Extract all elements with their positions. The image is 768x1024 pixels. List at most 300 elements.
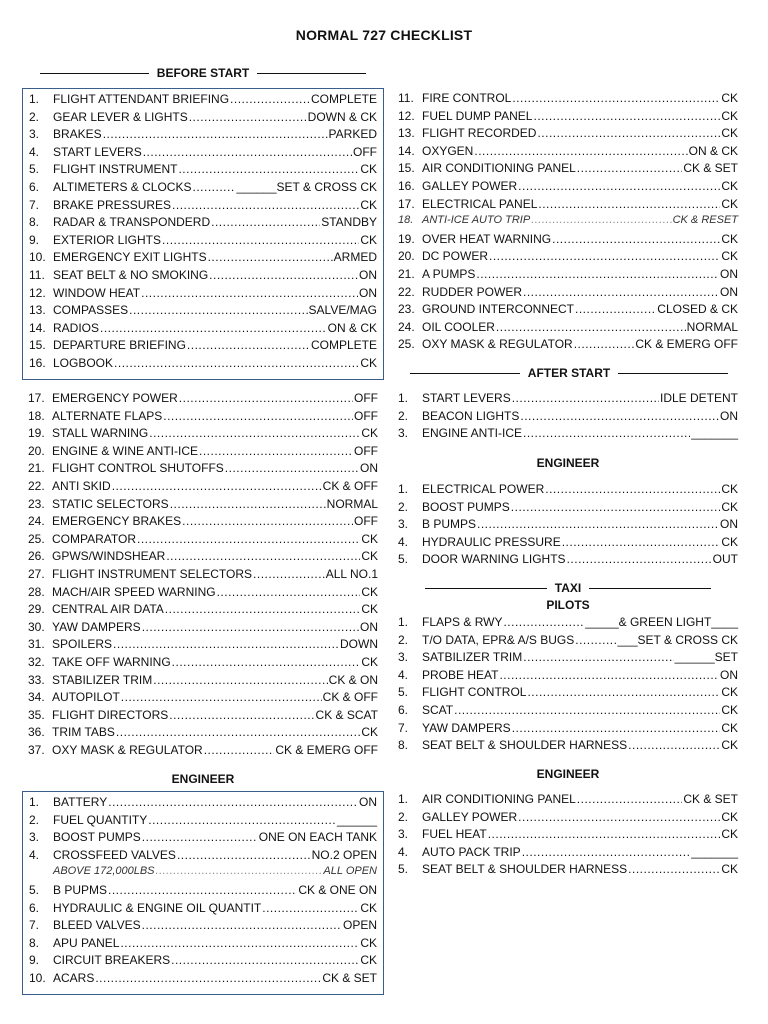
checklist-item (29, 198, 377, 216)
item-value: _____& GREEN LIGHT____ (585, 615, 738, 629)
leader-dots (523, 285, 719, 299)
item-value: CK (721, 108, 738, 123)
taxi-pilots-list (392, 615, 744, 756)
item-name: TAKE OFF WARNING (52, 654, 171, 669)
item-value: COMPLETE (310, 92, 377, 106)
item-value: ON (720, 266, 738, 281)
checklist-item (29, 162, 377, 180)
item-name: AIR CONDITIONING PANEL (422, 161, 576, 176)
item-name: SEAT BELT & SHOULDER HARNESS (422, 738, 628, 753)
item-name: GALLEY POWER (422, 809, 518, 824)
leader-dots (211, 215, 320, 229)
item-value: CK & EMERG OFF (275, 742, 378, 757)
item-value: NORMAL (686, 319, 738, 334)
item-number: 2. (398, 809, 409, 824)
item-value: CLOSED & CK (657, 302, 738, 317)
item-value: CK (360, 197, 377, 212)
item-name: OVER HEAT WARNING (422, 231, 552, 246)
checklist-item (29, 795, 377, 813)
item-number: 2. (29, 109, 40, 124)
checklist-item (29, 303, 377, 321)
item-value: CK & SET (322, 970, 377, 985)
before-start-continued-list (22, 391, 384, 760)
checklist-item (28, 426, 378, 444)
item-number: 6. (29, 179, 40, 194)
item-value: OUT (712, 552, 738, 567)
item-value: DOWN (340, 637, 378, 652)
item-name: COMPASSES (53, 303, 129, 318)
item-number: 7. (398, 720, 409, 735)
item-value: STANDBY (321, 215, 377, 230)
item-value: OFF (354, 408, 378, 423)
item-value: ON (359, 795, 377, 809)
item-number: 2. (398, 408, 409, 423)
item-number: 18. (28, 408, 45, 423)
checklist-item (398, 685, 738, 703)
item-name: AIR CONDITIONING PANEL (422, 792, 576, 806)
leader-dots (262, 901, 359, 915)
leader-dots (577, 792, 683, 806)
checklist-item (398, 109, 738, 127)
item-value: ON (359, 267, 377, 282)
item-name: STATIC SELECTORS (52, 496, 169, 511)
checklist-item (29, 233, 377, 251)
item-value: CK (361, 531, 378, 546)
item-value: ON & CK (688, 143, 738, 158)
item-number: 34. (28, 690, 45, 705)
item-value: CK (721, 499, 738, 514)
checklist-item (29, 110, 377, 128)
item-number: 15. (398, 161, 415, 176)
item-number: 36. (28, 725, 45, 740)
item-name: TRIM TABS (52, 725, 115, 740)
item-name: FUEL HEAT (422, 827, 487, 842)
item-value: CK (361, 654, 378, 669)
item-value: PARKED (328, 127, 377, 142)
item-value: COMPLETE (310, 338, 377, 353)
checklist-item (398, 426, 738, 444)
item-name: START LEVERS (422, 391, 511, 405)
leader-dots (499, 668, 719, 682)
item-name: SCAT (422, 702, 454, 717)
item-value: ON (720, 284, 738, 299)
item-number: 15. (29, 338, 46, 353)
leader-dots (95, 971, 321, 985)
checklist-item (398, 482, 738, 500)
item-number: 30. (28, 619, 45, 634)
item-value: _______ (691, 426, 738, 441)
item-value: SALVE/MAG (308, 303, 377, 318)
item-number: 19. (28, 426, 45, 441)
item-number: 4. (398, 534, 409, 549)
item-value: CK & OFF (322, 690, 378, 705)
checklist-item (29, 901, 377, 919)
leader-dots (575, 633, 616, 647)
item-value: CK (721, 534, 738, 549)
leader-dots (170, 497, 326, 511)
leader-dots (454, 703, 720, 717)
item-name: BRAKE PRESSURES (53, 197, 172, 212)
item-name: CENTRAL AIR DATA (52, 602, 164, 617)
item-name: EMERGENCY BRAKES (52, 514, 182, 529)
item-value: ON (359, 285, 377, 300)
item-number: 3. (398, 426, 409, 441)
item-name: ELECTRICAL PANEL (422, 196, 538, 211)
item-value: CK (721, 231, 738, 246)
leader-dots (100, 321, 327, 335)
left-engineer-heading: ENGINEER (171, 772, 235, 786)
leader-dots (523, 650, 673, 664)
checklist-item (29, 848, 377, 866)
item-number: 13. (29, 303, 46, 318)
item-value: ON & CK (327, 320, 377, 335)
item-value: CK (360, 900, 377, 915)
item-name: BOOST PUMPS (422, 499, 510, 514)
item-value: CK & EMERG OFF (635, 337, 738, 352)
checklist-item (29, 145, 377, 163)
leader-dots (522, 845, 691, 859)
item-value: CK (361, 602, 378, 617)
leader-dots (172, 198, 359, 212)
item-number: 2. (398, 632, 409, 647)
checklist-item (398, 214, 738, 232)
item-number: 11. (398, 91, 414, 105)
leader-dots (148, 813, 336, 827)
item-name: EMERGENCY POWER (52, 391, 178, 405)
item-value: _______ (691, 844, 738, 859)
after-start-heading: AFTER START (410, 366, 728, 380)
item-value: CK (360, 232, 377, 247)
item-value: ON (360, 461, 378, 476)
item-number: 1. (398, 391, 409, 405)
checklist-item (29, 865, 377, 883)
checklist-item (398, 320, 738, 338)
checklist-item (398, 650, 738, 668)
checklist-item (28, 637, 378, 655)
item-value: ON (720, 517, 738, 532)
item-number: 29. (28, 602, 45, 617)
checklist-item (398, 409, 738, 427)
checklist-item (28, 479, 378, 497)
checklist-item (398, 337, 738, 355)
checklist-item (29, 180, 377, 198)
engineer-continued-list (392, 91, 744, 355)
leader-dots (204, 743, 275, 757)
leader-dots (489, 249, 720, 263)
item-value: ALL NO.1 (325, 566, 378, 581)
item-number: 12. (29, 285, 46, 300)
before-start-list (22, 88, 384, 380)
item-name: FUEL QUANTITY (53, 812, 148, 827)
item-value: OFF (354, 391, 378, 405)
item-name: BOOST PUMPS (53, 830, 141, 845)
item-name: SEAT BELT & NO SMOKING (53, 267, 209, 282)
leader-dots (192, 180, 235, 194)
leader-dots (153, 673, 327, 687)
item-name: SEAT BELT & SHOULDER HARNESS (422, 862, 628, 877)
leader-dots (141, 286, 358, 300)
item-value: ON (720, 667, 738, 682)
leader-dots (527, 685, 720, 699)
checklist-item (398, 144, 738, 162)
leader-dots (496, 320, 686, 334)
checklist-item (28, 461, 378, 479)
item-number: 16. (398, 178, 415, 193)
item-number: 11. (29, 267, 45, 282)
checklist-item (29, 918, 377, 936)
item-name: BRAKES (53, 127, 102, 142)
leader-dots (562, 535, 721, 549)
item-number: 3. (398, 517, 409, 532)
item-name: HYDRAULIC PRESSURE (422, 534, 561, 549)
item-name: GPWS/WINDSHEAR (52, 549, 166, 564)
leader-dots (533, 109, 720, 123)
item-number: 2. (398, 499, 409, 514)
item-number: 4. (398, 844, 409, 859)
item-name: ELECTRICAL POWER (422, 482, 545, 496)
leader-dots (199, 444, 353, 458)
item-name: BATTERY (53, 795, 108, 809)
item-number: 5. (29, 162, 40, 177)
item-number: 37. (28, 742, 45, 757)
checklist-item (28, 532, 378, 550)
item-number: 3. (29, 830, 40, 845)
item-name: YAW DAMPERS (422, 720, 511, 735)
item-name: ANTI SKID (52, 478, 111, 493)
item-value: CK (360, 355, 377, 370)
checklist-item (398, 792, 738, 810)
item-number: 3. (29, 127, 40, 142)
item-value: CK (721, 178, 738, 193)
item-name: SATBILIZER TRIM (422, 650, 523, 665)
item-name: OIL COOLER (422, 319, 495, 334)
checklist-item (28, 444, 378, 462)
item-number: 35. (28, 707, 45, 722)
checklist-item (28, 743, 378, 761)
item-name: RADIOS (53, 320, 100, 335)
item-value: NORMAL (326, 496, 378, 511)
checklist-item (398, 862, 738, 880)
checklist-item (29, 268, 377, 286)
item-value: CK & OFF (322, 478, 378, 493)
item-number: 3. (398, 827, 409, 842)
item-number: 7. (29, 918, 40, 933)
item-name: WINDOW HEAT (53, 285, 141, 300)
item-number: 20. (398, 249, 415, 264)
item-number: 16. (29, 355, 46, 370)
leader-dots (142, 830, 258, 844)
leader-dots (172, 655, 361, 669)
leader-dots (137, 532, 360, 546)
checklist-item (398, 267, 738, 285)
item-name: OXY MASK & REGULATOR (422, 337, 573, 352)
checklist-item (398, 517, 738, 535)
item-number: 18. (398, 214, 414, 227)
leader-dots (114, 356, 359, 370)
taxi-heading: TAXI (425, 581, 711, 595)
after-start-engineer-list (392, 482, 744, 570)
item-name: STABILIZER TRIM (52, 672, 153, 687)
item-number: 4. (29, 144, 40, 159)
item-value: CK (721, 126, 738, 141)
item-number: 31. (28, 637, 45, 652)
checklist-item (29, 92, 377, 110)
leader-dots (520, 409, 719, 423)
leader-dots (574, 337, 635, 351)
leader-dots (538, 197, 720, 211)
item-value: OPEN (342, 918, 377, 933)
item-value: CK & RESET (672, 214, 738, 227)
item-value: CK (361, 725, 378, 740)
item-name: OXYGEN (422, 143, 474, 158)
item-number: 3. (398, 650, 409, 665)
item-name: CIRCUIT BREAKERS (53, 953, 171, 968)
checklist-item (28, 409, 378, 427)
item-number: 5. (29, 882, 40, 897)
checklist-item (398, 391, 738, 409)
leader-dots (208, 250, 333, 264)
item-number: 9. (29, 232, 40, 247)
leader-dots (552, 232, 720, 246)
item-value: OFF (354, 514, 378, 529)
item-value: ______ (336, 812, 377, 827)
item-name: T/O DATA, EPR& A/S BUGS (422, 632, 575, 647)
leader-dots (575, 302, 656, 316)
leader-dots (628, 738, 720, 752)
leader-dots (142, 918, 342, 932)
checklist-item (398, 126, 738, 144)
leader-dots (545, 482, 720, 496)
item-value: ON (720, 408, 738, 423)
leader-dots (518, 810, 720, 824)
checklist-item (398, 91, 738, 109)
leader-dots (113, 637, 339, 651)
checklist-item (29, 830, 377, 848)
item-name: ABOVE 172,000LBS (53, 865, 155, 878)
checklist-item (29, 215, 377, 233)
item-name: BEACON LIGHTS (422, 408, 520, 423)
item-name: SPOILERS (52, 637, 113, 652)
checklist-item (398, 827, 738, 845)
item-name: RADAR & TRANSPONDERD (53, 215, 211, 230)
item-number: 20. (28, 443, 45, 458)
item-number: 5. (398, 552, 409, 567)
checklist-item (398, 721, 738, 739)
item-name: GROUND INTERCONNECT (422, 302, 574, 317)
item-number: 25. (28, 531, 45, 546)
item-name: BLEED VALVES (53, 918, 141, 933)
item-number: 8. (29, 215, 40, 230)
item-number: 10. (29, 970, 46, 985)
item-number: 21. (28, 461, 45, 476)
item-name: AUTOPILOT (52, 690, 120, 705)
checklist-item (28, 602, 378, 620)
item-name: B PUMPS (422, 517, 477, 532)
checklist-item (398, 615, 738, 633)
checklist-item (28, 708, 378, 726)
item-value: OFF (354, 443, 378, 458)
checklist-item (29, 813, 377, 831)
checklist-item (398, 161, 738, 179)
leader-dots (253, 567, 325, 581)
item-number: 26. (28, 549, 45, 564)
item-number: 23. (28, 496, 45, 511)
item-number: 1. (29, 92, 40, 106)
item-number: 19. (398, 231, 415, 246)
leader-dots (149, 426, 360, 440)
item-value: DOWN & CK (307, 109, 377, 124)
checklist-item (398, 302, 738, 320)
item-name: ALTERNATE FLAPS (52, 408, 163, 423)
item-number: 6. (29, 900, 40, 915)
item-name: EXTERIOR LIGHTS (53, 232, 162, 247)
item-name: STALL WARNING (52, 426, 149, 441)
leader-dots (182, 514, 353, 528)
item-number: 21. (398, 266, 415, 281)
item-name: AUTO PACK TRIP (422, 844, 521, 859)
leader-dots (577, 161, 683, 175)
leader-dots (477, 517, 719, 531)
item-value: CK (721, 827, 738, 842)
item-number: 22. (398, 284, 415, 299)
taxi-engineer-list (392, 792, 744, 880)
item-name: PROBE HEAT (422, 667, 499, 682)
checklist-item (398, 552, 738, 570)
item-number: 5. (398, 862, 409, 877)
left-engineer-list (22, 791, 384, 995)
item-value: ______SET & CROSS CK (236, 179, 377, 194)
leader-dots (209, 268, 358, 282)
item-name: MACH/AIR SPEED WARNING (52, 584, 216, 599)
leader-dots (511, 500, 721, 514)
checklist-item (28, 655, 378, 673)
item-value: CK & ONE ON (298, 882, 377, 897)
checklist-item (398, 703, 738, 721)
item-number: 28. (28, 584, 45, 599)
leader-dots (166, 549, 360, 563)
item-number: 17. (398, 196, 415, 211)
leader-dots (108, 883, 297, 897)
leader-dots (474, 144, 687, 158)
item-name: FLIGHT CONTROL (422, 685, 527, 700)
item-name: RUDDER POWER (422, 284, 523, 299)
taxi-engineer-heading: ENGINEER (536, 767, 600, 781)
item-value: CK (721, 738, 738, 753)
item-name: DC POWER (422, 249, 488, 264)
item-value: CK (721, 720, 738, 735)
item-value: CK (360, 935, 377, 950)
item-number: 17. (28, 391, 45, 405)
checklist-item (29, 356, 377, 374)
checklist-item (29, 936, 377, 954)
leader-dots (523, 426, 690, 440)
leader-dots (171, 953, 359, 967)
after-start-engineer-heading: ENGINEER (536, 456, 600, 470)
leader-dots (503, 615, 584, 629)
item-number: 23. (398, 302, 415, 317)
leader-dots (178, 162, 359, 176)
leader-dots (512, 721, 721, 735)
item-name: HYDRAULIC & ENGINE OIL QUANTIT (53, 900, 262, 915)
leader-dots (108, 795, 358, 809)
checklist-item (398, 535, 738, 553)
item-number: 10. (29, 250, 46, 265)
item-number: 2. (29, 812, 40, 827)
leader-dots (142, 620, 359, 634)
checklist-item (28, 673, 378, 691)
checklist-item (398, 197, 738, 215)
checklist-item (29, 338, 377, 356)
